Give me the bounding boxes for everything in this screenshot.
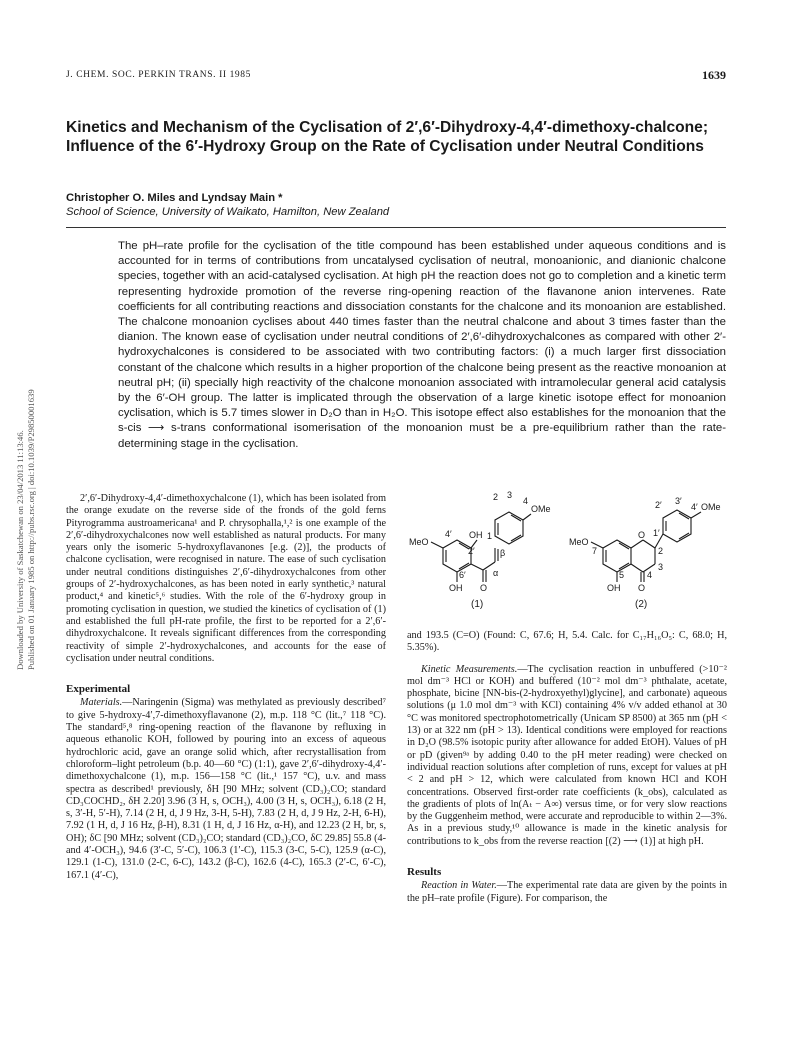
label-pos-2p-ring: 2′ [468, 546, 475, 556]
journal-reference: J. CHEM. SOC. PERKIN TRANS. II 1985 [66, 70, 251, 80]
label-pos-4: 4 [523, 496, 529, 506]
article-title: Kinetics and Mechanism of the Cyclisation of 2′,6′-Dihydroxy-4,4′-dimethoxy-chalcone; Influence of the 6′-Hydroxy Group on the Rate of Cyclisation under Neutral Conditions [66, 119, 709, 155]
label-ring-o: O [638, 530, 646, 540]
label-meo-2: MeO [569, 537, 589, 547]
download-watermark [2, 250, 36, 670]
author-affiliation: School of Science, University of Waikato, Hamilton, New Zealand [66, 206, 390, 218]
label-oh-2p: OH [469, 530, 483, 540]
analysis-continuation: and 193.5 (C=O) (Found: C, 67.6; H, 5.4. Calc. for C₁₇H₁₆O₅: C, 68.0; H, 5.35%). [407, 630, 727, 654]
results-heading: Results [407, 866, 442, 879]
label-pos-2: 2 [493, 492, 499, 502]
label-pos-6p: 6′ [459, 570, 466, 580]
kinetic-paragraph [407, 664, 727, 848]
label-alpha: α [493, 568, 499, 578]
materials-text: —Naringenin (Sigma) was methylated as previously described⁷ to give 5-hydroxy-4′,7-dimethoxyflavanone (2), m.p. 118 °C (lit.,⁷ 118 °C). The standard⁵,⁸ ring-opening reaction of the flavanone by refluxing in aqueous ethanolic KOH, followed by pouring into an excess of aqueous hydrochloric acid, gave an orange solid which, after recrystallisation from chloroform–light petroleum (b.p. 40—60 °C) (1:1), gave 2′,6′-dihydroxy-4,4′-dimethoxychalcone (1), m.p. 156—158 °C (lit.,¹ 157 °C), u.v. and mass spectra as described¹ previously, δH [90 MHz; solvent (CD₃)₂CO; standard CD₃COCHD₂, δH 2.20] 3.96 (3 H, s, OCH₃), 4.00 (3 H, s, OCH₃), 6.18 (2 H, s, 3′-H, 5′-H), 7.14 (2 H, d, J 9 Hz, 3-H, 5-H), 7.83 (2 H, d, J 9 Hz, 2-H, 6-H), 7.92 (1 H, d, J 16 Hz, β-H), 8.31 (1 H, d, J 16 Hz, α-H), and 12.23 (2 H, br, s, OH); δC [90 MHz; solvent (CD₃)₂CO; standard (CD₃)₂CO, δC 29.85] 55.8 (4- and 4′-OCH₃), 94.6 (3′-C, 5′-C), 106.3 (1′-C), 115.3 (3-C, 5-C), 125.9 (α-C), 129.1 (1-C), 131.0 (2-C, 6-C), 143.2 (β-C), 162.6 (4-C), 165.3 (2′-C, 6′-C), 167.1 (4′-C), [66, 697, 386, 881]
download-line: Downloaded by University of Saskatchewan on 23/04/2013 11:13:46. [15, 430, 25, 670]
published-line: Published on 01 January 1985 on http://pubs.rsc.org | doi:10.1039/P29850001639 [26, 389, 36, 670]
label-beta: β [500, 548, 506, 558]
reaction-paragraph [407, 880, 727, 905]
label-pos-3-flav: 3 [658, 562, 664, 572]
label-pos-7: 7 [592, 546, 598, 556]
label-oh-6p: OH [449, 583, 463, 593]
right-column [407, 630, 727, 905]
label-oh-5: OH [607, 583, 621, 593]
label-ome-2: OMe [701, 502, 721, 512]
label-pos-1: 1 [487, 531, 493, 541]
chalcone-ring-a [443, 540, 471, 572]
chalcone-ring-b [495, 512, 523, 544]
running-head [66, 70, 726, 84]
compound-1-label: (1) [471, 599, 484, 610]
label-pos-4p-flav: 4′ [691, 502, 698, 512]
chemical-structures [407, 490, 727, 615]
introduction-paragraph: 2′,6′-Dihydroxy-4,4′-dimethoxychalcone (1), which has been isolated from the orange exudate on the reverse side of the fronds of the gold ferns Pityrogramma austroamericana¹ and P. chrysophalla,¹,² is one example of the 2′,6′-dihydroxychalcones now well established as natural products. For many years only the isomeric 5-hydroxyflavanones [e.g. (2)], the products of chalcone cyclisation, were recognised in nature. The ease of such cyclisation under neutral conditions distinguishes 2′,6′-dihydroxychalcones from other groups of 2′-hydroxychalcones, as has been noted in early synthetic,³ natural product,⁴ and kinetic⁵,⁶ studies. With the role of the 6′-hydroxy group in promoting cyclisation in question, we studied the kinetics of cyclisation of (1) and established the full pH-rate profile, the first to be reported for a 2′,6′-dihydroxychalcone. It reveals significant differences from the corresponding reactivity of simple 2′-hydroxychalcones, and accounts for the ease of cyclisation under neutral conditions. [66, 493, 386, 664]
label-pos-2p-flav: 2′ [655, 500, 662, 510]
flavanone-ring-b [663, 510, 691, 542]
label-carbonyl-o-1: O [480, 583, 488, 593]
kinetic-text: —The cyclisation reaction in unbuffered (>10⁻² mol dm⁻³ HCl or KOH) and buffered (10⁻² mol dm⁻³ phthalate, acetate, phosphate, bicine [NN-bis-(2-hydroxyethyl)glycine], and carbonate) aqueous solutions (μ 1.0 mol dm⁻³ with KCl) containing 4% v/v added ethanol at 30 °C was monitored spectrophotometrically (Unicam SP 8500) at 365 nm (pH < 13) or at 322 nm (pH > 13). Identical conditions were employed for reactions in D₂O (98.5% isotopic purity after allowance for added EtOH). Values of pH or pD (given⁹ᵃ by adding 0.40 to the pH meter reading) were checked on individual reaction solutions after completion of runs, except for values at pH < 2 and pH > 12, which were calculated from known HCl and KOH concentrations. Observed first-order rate coefficients (k_obs), calculated as the gradients of plots of ln(Aₜ − A∞) versus time, or for very slow reactions by the Guggenheim method, were accurate and reproducible to within 2—3%. As in a previous study,¹⁰ allowance is made in the kinetic analysis for contributions to k_obs from the reverse reaction [(2) ⟶ (1)] at high pH. [407, 663, 727, 847]
title-divider [66, 227, 726, 228]
label-pos-4p: 4′ [445, 529, 452, 539]
materials-subheading: Materials. [80, 697, 123, 709]
abstract: The pH–rate profile for the cyclisation of the title compound has been established under aqueous conditions and is accounted for in terms of contributions from uncatalysed cyclisation of neutral, monoanionic, and dianionic chalcone species, together with an acid-catalysed cyclisation. At high pH the reaction does not go to completion and a kinetic term representing hydroxide promotion of the reverse ring-opening reaction of the flavanone anion intervenes. Rate coefficients for all contributing reactions and dissociation constants for the chalcone and its monoanion are established. The chalcone monoanion cyclises about 440 times faster than the neutral chalcone and about 3 times faster than the dianion. The known ease of cyclisation under neutral conditions of 2′,6′-dihydroxychalcones as compared with other 2′-hydroxychalcones is considered to be associated with two contributing factors: (i) a much larger first dissociation constant of the chalcone which results in a higher proportion of the chalcone being present as the reactive monoanion at neutral pH; (ii) specially high reactivity of the chalcone monoanion associated with intramolecular general acid catalysis by the 6′-OH group. The latter is implicated through the observation of a large kinetic isotope effect for monoanion cyclisation, which is 5.7 times slower in D₂O than in H₂O. This isotope effect also establishes for the monoanion that the s-cis ⟶ s-trans conformational isomerisation of the monoanion must be a pre-equilibrium rather than the rate-determining stage in the cyclisation. [118, 240, 726, 450]
article-authors: Christopher O. Miles and Lyndsay Main * [66, 192, 283, 204]
label-ome-1: OMe [531, 504, 551, 514]
label-pos-3p-flav: 3′ [675, 496, 682, 506]
kinetic-subheading: Kinetic Measurements. [421, 663, 518, 675]
reaction-text: —The experimental rate data are given by the points in the pH–rate profile (Figure). For comparison, the [407, 880, 727, 904]
label-pos-2-flav: 2 [658, 546, 664, 556]
label-carbonyl-o-2: O [638, 583, 646, 593]
compound-2-label: (2) [635, 599, 648, 610]
page-number: 1639 [702, 68, 726, 82]
label-pos-1p-flav: 1′ [653, 528, 660, 538]
label-pos-4-flav: 4 [647, 570, 653, 580]
flavanone-ring-a [603, 540, 631, 572]
materials-paragraph [66, 697, 386, 881]
label-pos-3: 3 [507, 490, 513, 500]
structure-diagram [407, 490, 727, 615]
experimental-heading: Experimental [66, 683, 131, 696]
left-column [66, 493, 386, 882]
label-meo-1: MeO [409, 537, 429, 547]
label-pos-5: 5 [619, 570, 625, 580]
reaction-subheading: Reaction in Water. [421, 880, 497, 892]
